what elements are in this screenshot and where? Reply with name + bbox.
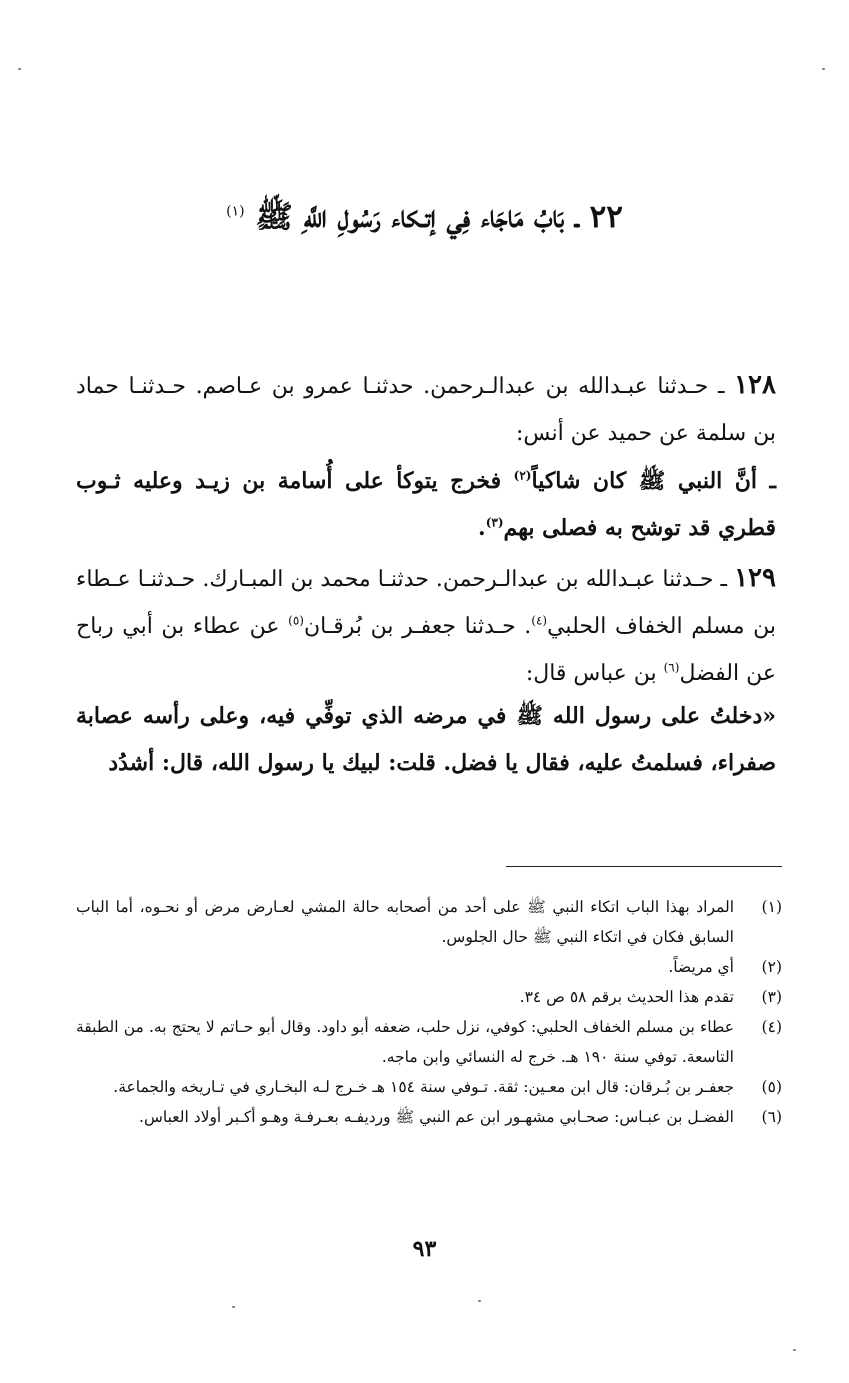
chapter-title-text: ٢٢ ـ بَابُ مَاجَاء فِي إتـكاء رَسُولِ اللَّهِ ﷺ: [255, 199, 623, 235]
footnote-number: (٢): [761, 958, 782, 976]
footnote-text: الفضـل بن عبـاس: صحـابي مشهـور ابن عم النبي ﷺ ورديفـه بعـرفـة وهـو أكـبر أولاد العباس.: [139, 1108, 734, 1126]
hadith-129-isnad-4: بن عباس قال:: [525, 661, 664, 686]
hadith-number-128: ١٢٨: [734, 370, 776, 400]
footnote-item: [76, 982, 782, 1012]
footnote-number: (٦): [761, 1108, 782, 1126]
footnote-ref-5: (٥): [288, 613, 304, 628]
hadith-128-matn-part2: فخرج يتوكأ على أُسامة بن زيـد وعليه ثـوب قطري قد توشح به فصلى بهم: [76, 468, 776, 541]
footnote-ref-2: (٢): [513, 468, 532, 483]
hadith-128-chain: [76, 362, 776, 457]
footnote-text: تقدم هذا الحديث برقم ٥٨ ص ٣٤.: [519, 988, 734, 1006]
hadith-129-isnad-1: ـ حـدثنا عبـدالله بن عبدالـرحمن. حدثنـا محمد بن المبـارك. حـدثنـا عـطاء بن مسلم الخفاف الحلبي: [76, 567, 776, 639]
scan-speck: [793, 1349, 796, 1351]
footnote-number: (٥): [761, 1078, 782, 1096]
footnotes: [76, 892, 782, 1132]
footnote-ref-4: (٤): [531, 613, 548, 628]
footnote-item: [76, 1102, 782, 1132]
hadith-129-isnad-3: عن عطاء بن أبي رباح عن الفضل: [76, 614, 776, 686]
hadith-129-matn: «دخلتُ على رسول الله ﷺ في مرضه الذي توفِّي فيه، وعلى رأسه عصابة صفراء، فسلمتُ عليه، فقال يا فضل. قلت: لبيك يا رسول الله، قال: أشدُد: [76, 703, 776, 776]
hadith-number-129: ١٢٩: [734, 563, 776, 593]
footnote-item: [76, 1072, 782, 1102]
footnote-number: (١): [761, 898, 782, 916]
footnote-item: [76, 892, 782, 952]
footnote-ref-6: (٦): [663, 660, 680, 675]
chapter-footnote-ref: (١): [226, 203, 245, 220]
footnote-number: (٤): [761, 1018, 782, 1036]
footnote-divider: [506, 866, 782, 867]
footnote-text: المراد بهذا الباب اتكاء النبي ﷺ على أحد من أصحابه حالة المشي لعـارض مرض أو نحـوه، أما الباب السابق فكان في اتكاء النبي ﷺ حال الجلوس.: [76, 898, 734, 946]
hadith-128-text: [76, 458, 776, 552]
chapter-title: [0, 198, 849, 243]
hadith-129-text: [76, 693, 776, 787]
hadith-128-matn-part1: ـ أنَّ النبي ﷺ كان شاكياً: [531, 468, 776, 494]
hadith-129-isnad-2: . حـدثنا جعفـر بن بُرقـان: [303, 614, 532, 639]
footnote-item: [76, 952, 782, 982]
footnote-text: أي مريضاً.: [668, 958, 734, 976]
footnote-number: (٣): [761, 988, 782, 1006]
scan-speck: [18, 68, 21, 70]
scan-speck: [232, 1306, 235, 1308]
footnote-ref-3: (٣): [485, 515, 504, 530]
scan-speck: [478, 1300, 481, 1302]
scan-speck: [822, 68, 825, 70]
hadith-129-chain: [76, 555, 776, 697]
footnote-text: جعفـر بن بُـرقان: قال ابن معـين: ثقة. تـوفي سنة ١٥٤ هـ خـرج لـه البخـاري في تـاريخه والجماعة.: [113, 1078, 734, 1096]
hadith-128-isnad: ـ حـدثنا عبـدالله بن عبدالـرحمن. حدثنـا عمرو بن عـاصم. حـدثنـا حماد بن سلمة عن حميد عن أنس:: [76, 374, 776, 446]
footnote-text: عطاء بن مسلم الخفاف الحلبي: كوفي، نزل حلب، ضعفه أبو داود. وقال أبو حـاتم لا يحتج به. من الطبقة التاسعة. توفي سنة ١٩٠ هـ. خرج له النسائي وابن ماجه.: [76, 1018, 734, 1066]
hadith-128-end: .: [478, 515, 486, 541]
footnote-item: [76, 1012, 782, 1072]
page-number: ٩٣: [412, 1236, 437, 1262]
